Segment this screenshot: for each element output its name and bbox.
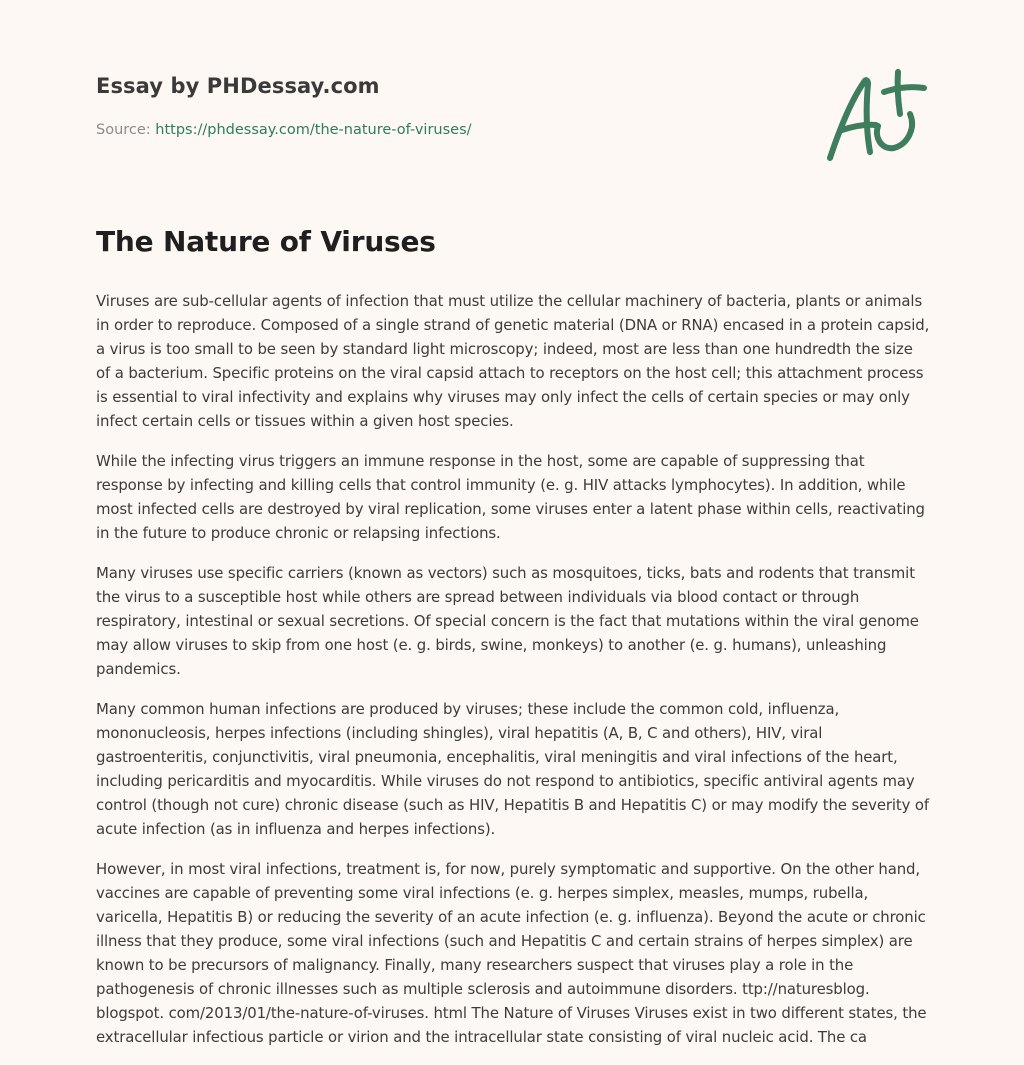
source-label: Source: [96, 122, 151, 138]
essay-article [96, 225, 930, 1065]
paragraph: Many viruses use specific carriers (known as vectors) such as mosquitoes, ticks, bats and rodents that transmit the virus to a susceptible host while others are spread between individuals via blood contact or through respiratory, intestinal or sexual secretions. Of special concern is the fact that mutations within the viral genome may allow viruses to skip from one host (e. g. birds, swine, monkeys) to another (e. g. humans), unleashing pandemics. [96, 564, 919, 678]
paragraph: While the infecting virus triggers an immune response in the host, some are capable of suppressing that response by infecting and killing cells that control immunity (e. g. HIV attacks lymphocytes). In addition, while most infected cells are destroyed by viral replication, some viruses enter a latent phase within cells, reactivating in the future to produce chronic or relapsing infections. [96, 452, 925, 542]
paragraph: Many common human infections are produced by viruses; these include the common cold, influenza, mononucleosis, herpes infections (including shingles), viral hepatitis (A, B, C and others), HIV, viral gastroenteritis, conjunctivitis, viral pneumonia, encephalitis, viral meningitis and viral infections of the heart, including pericarditis and myocarditis. While viruses do not respond to antibiotics, specific antiviral agents may control (though not cure) chronic disease (such as HIV, Hepatitis B and Hepatitis C) or may modify the severity of acute infection (as in influenza and herpes infections). [96, 700, 930, 838]
source-link[interactable]: https://phdessay.com/the-nature-of-viruses/ [155, 122, 472, 138]
paragraph: However, in most viral infections, treatment is, for now, purely symptomatic and supportive. On the other hand, vaccines are capable of preventing some viral infections (e. g. herpes simplex, measles, mumps, rubella, varicella, Hepatitis B) or reducing the severity of an acute infection (e. g. influenza). Beyond the acute or chronic illness that they produce, some viral infections (such and Hepatitis C and certain strains of herpes simplex) are known to be precursors of malignancy. Finally, many researchers suspect that viruses play a role in the pathogenesis of chronic illnesses such as multiple sclerosis and autoimmune disorders. ttp://naturesblog. blogspot. com/2013/01/the-nature-of-viruses. html The Nature of Viruses Viruses exist in two different states, the extracellular infectious particle or virion and the intracellular state consisting of viral nucleic acid. The ca [96, 860, 927, 1046]
article-title: The Nature of Viruses [96, 225, 436, 258]
a-plus-grade-icon [820, 66, 932, 166]
page-header [96, 74, 926, 138]
a-plus-logo-graphic [820, 66, 932, 166]
source-line [96, 122, 926, 138]
site-title: Essay by PHDessay.com [96, 74, 380, 98]
paragraph: Viruses are sub-cellular agents of infection that must utilize the cellular machinery of bacteria, plants or animals in order to reproduce. Composed of a single strand of genetic material (DNA or RNA) encased in a protein capsid, a virus is too small to be seen by standard light microscopy; indeed, most are less than one hundredth the size of a bacterium. Specific proteins on the viral capsid attach to receptors on the host cell; this attachment process is essential to viral infectivity and explains why viruses may only infect the cells of certain species or may only infect certain cells or tissues within a given host species. [96, 292, 930, 430]
